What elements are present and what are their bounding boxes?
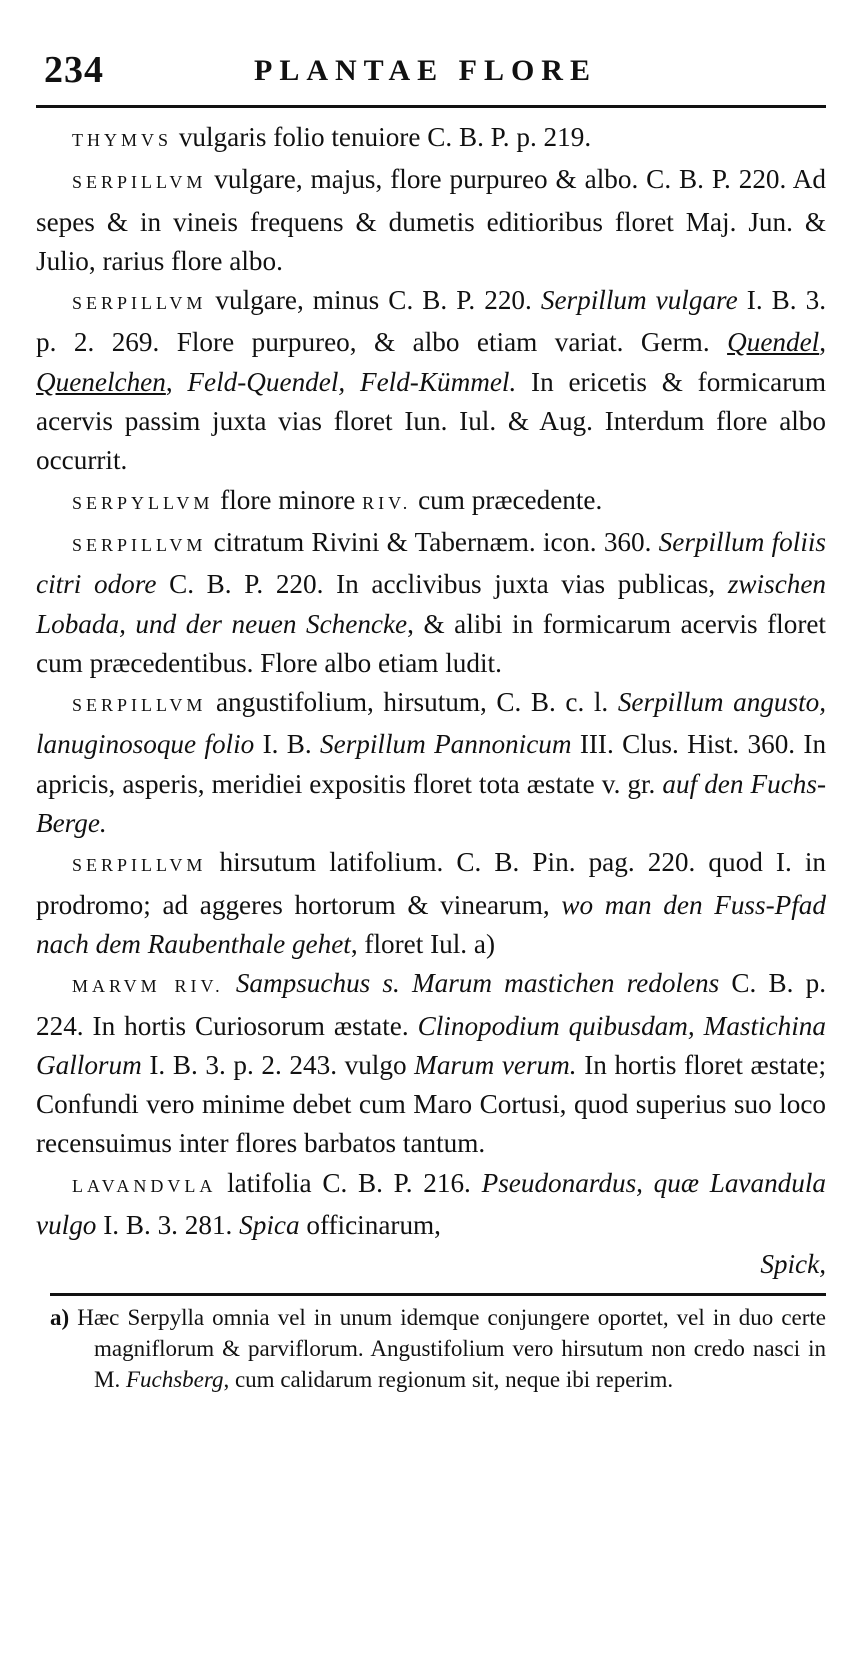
entry-text: vulgare, majus, flore purpureo & albo. C. B. P. 220. Ad sepes & in vineis frequens & dumetis editioribus floret Maj. Jun. & Julio, rarius flore albo. [36, 164, 826, 276]
entry-text: hirsutum latifolium. C. B. Pin. pag. 220. quod I. in prodromo; ad aggeres hortorum & vinearum, [36, 847, 827, 920]
running-title: PLANTAE FLORE [254, 54, 597, 87]
entry-text: III. Clus. Hist. 360. In apricis, asperis, meridiei expositis floret tota æstate v. gr. [36, 729, 827, 799]
entry-vernacular: Quendel [727, 327, 820, 358]
page-header [44, 48, 824, 98]
entry-text: citratum Rivini & Tabernæm. icon. 360. [213, 526, 652, 557]
entry-italic: Feld-Quendel, Feld-Kümmel. [187, 366, 517, 397]
entry-key: SERPILLVM [72, 534, 207, 555]
header-rule [36, 105, 826, 108]
entry-text: I. B. 3. p. 2. 269. Flore purpureo, & albo etiam variat. Germ. [36, 285, 827, 358]
entry-key: SERPILLVM [72, 695, 207, 716]
footnote-tail: , cum calidarum regionum sit, neque ibi reperim. [223, 1366, 674, 1392]
entry-marum [36, 964, 826, 1163]
entry-text: I. B. 3. 281. [103, 1210, 233, 1241]
entry-italic: Sampsuchus s. Marum mastichen redolens [235, 968, 720, 999]
entry-text: flore minore [220, 484, 356, 515]
entry-italic: Pseudonardus, quæ Lavandula vulgo [36, 1167, 827, 1241]
entry-text: cum præcedente. [418, 484, 603, 515]
entry-italic: zwischen Lobada, und der neuen Schencke [36, 569, 827, 639]
entry-italic: Clinopodium quibusdam, Mastichina Gallorum [36, 1010, 826, 1080]
entry-key: SERPYLLVM [72, 492, 214, 513]
entry-serpillum-angustifolium [36, 683, 826, 843]
entry-text: In ericetis & formicarum acervis passim juxta vias floret Iun. Iul. & Aug. Interdum flore albo occurrit. [36, 366, 826, 476]
entry-key: THYMVS [72, 130, 173, 150]
footnote-italic: Fuchsberg [125, 1366, 224, 1392]
entry-text: In hortis floret æstate; Confundi vero minime debet cum Maro Cortusi, quod superius suo loco recensuimus inter flores barbatos tantum. [36, 1049, 827, 1159]
entry-text: vulgare, minus C. B. P. 220. [215, 285, 532, 316]
entry-serpillum-majus [36, 160, 826, 281]
entry-key: SERPILLVM [72, 172, 207, 193]
entry-text: angustifolium, hirsutum, C. B. c. l. [215, 687, 609, 718]
footnote [50, 1302, 826, 1395]
entry-key: LAVANDVLA [72, 1175, 217, 1196]
entry-italic: Serpillum Pannonicum [320, 729, 572, 760]
footnote-mark: a) [50, 1304, 70, 1330]
entry-text: , floret Iul. a) [350, 928, 496, 959]
entry-key: SERPILLVM [72, 293, 207, 314]
footnote-text: Hæc Serpylla omnia vel in unum idemque conjungere oportet, vel in duo certe magniflorum & parviflorum. Angustifolium vero hirsutum non credo nasci in M. [77, 1304, 827, 1392]
entry-text: vulgaris folio tenuiore C. B. P. p. 219. [178, 122, 592, 152]
entry-italic: Spica [239, 1210, 300, 1241]
entry-italic: wo man den Fuss-Pfad nach dem Raubenthale gehet [36, 889, 826, 959]
entry-key: SERPILLVM [72, 855, 207, 876]
entry-text: , & alibi in formicarum acervis floret cum præcedentibus. Flore albo etiam ludit. [36, 608, 826, 678]
entry-vernacular: Quenelchen [36, 366, 166, 397]
entry-text: latifolia C. B. P. 216. [227, 1167, 471, 1198]
catchword-line [36, 1245, 826, 1284]
footnote-rule [50, 1287, 826, 1296]
entry-text: I. B. 3. p. 2. 243. vulgo [149, 1049, 407, 1080]
entry-serpillum-latifolium [36, 843, 826, 964]
entry-lavandula [36, 1164, 826, 1246]
entry-italic: Serpillum angusto, lanuginosoque folio [36, 687, 827, 760]
entry-text: C. B. p. 224. In hortis Curiosorum æstate. [36, 968, 826, 1041]
entry-text: I. B. [262, 729, 312, 760]
page-number: 234 [44, 49, 104, 91]
entry-thymus [36, 118, 826, 160]
entry-italic: Serpillum foliis citri odore [36, 526, 827, 600]
page-body [36, 118, 826, 1395]
entry-serpillum-citratum [36, 523, 826, 683]
entry-text: officinarum, [306, 1210, 441, 1241]
entry-italic: Marum verum. [414, 1049, 577, 1080]
catchword: Spick, [760, 1249, 826, 1280]
entry-text: C. B. P. 220. In acclivibus juxta vias publicas, [169, 569, 716, 600]
entry-key: MARVM RIV. [72, 976, 224, 997]
entry-italic: Serpillum vulgare [540, 285, 738, 316]
entry-serpyllum-minore [36, 481, 826, 523]
entry-key: RIV. [362, 492, 412, 513]
entry-serpillum-minus: SERPILLVM vulgare, minus C. B. P. 220. Serpillum vulgare I. B. 3. p. 2. 269. Flore purpureo, & albo etiam variat. Germ. Quendel, Quenelchen, Feld-Quendel, Feld-Kümmel. In ericetis & formicarum acervis passim juxta vias floret Iun. Iul. & Aug. Interdum flore albo occurrit. [36, 285, 827, 476]
entry-italic: auf den Fuchs-Berge. [36, 768, 826, 839]
